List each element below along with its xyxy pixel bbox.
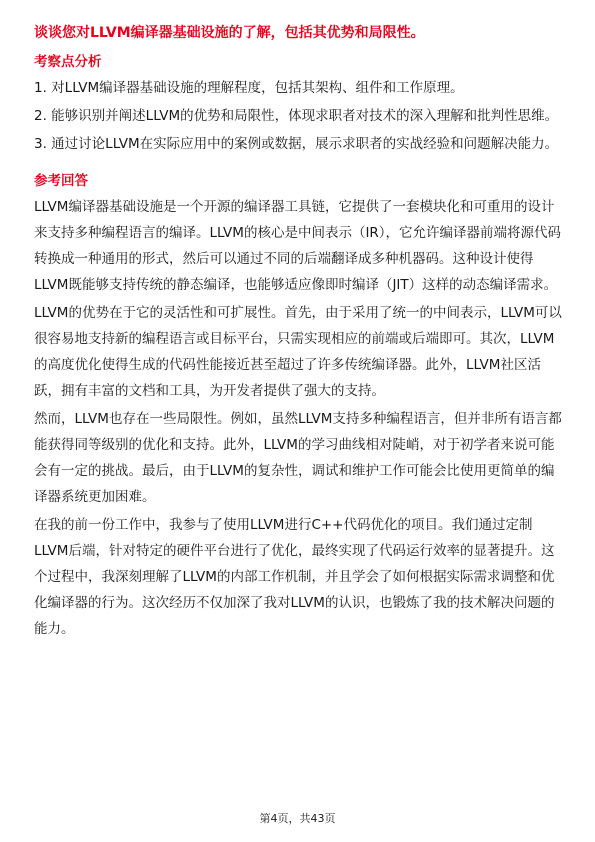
analysis-item: 2. 能够识别并阐述LLVM的优势和局限性，体现求职者对技术的深入理解和批判性思维。	[34, 108, 559, 124]
page-number-footer: 第4页，共43页	[259, 812, 336, 825]
answer-paragraph: LLVM编译器基础设施是一个开源的编译器工具链，它提供了一套模块化和可重用的设计来支持多种编程语言的编译。LLVM的核心是中间表示（IR），它允许编译器前端将源代码转换成一种通用的形式，然后可以通过不同的后端翻译成多种机器码。这种设计使得LLVM既能够支持传统的静态编译，也能够适应像即时编译（JIT）这样的动态编译需求。	[34, 199, 562, 293]
analysis-item: 1. 对LLVM编译器基础设施的理解程度，包括其架构、组件和工作原理。	[34, 80, 464, 96]
answer-paragraph: 然而，LLVM也存在一些局限性。例如，虽然LLVM支持多种编程语言，但并非所有语言都能获得同等级别的优化和支持。此外，LLVM的学习曲线相对陡峭，对于初学者来说可能会有一定的挑战。最后，由于LLVM的复杂性，调试和维护工作可能会比使用更简单的编译器系统更加困难。	[34, 411, 562, 505]
question-title: 谈谈您对LLVM编译器基础设施的了解，包括其优势和局限性。	[34, 25, 425, 41]
page-content	[34, 22, 564, 644]
answer-heading: 参考回答	[34, 173, 88, 189]
answer-paragraph: 在我的前一份工作中，我参与了使用LLVM进行C++代码优化的项目。我们通过定制LLVM后端，针对特定的硬件平台进行了优化，最终实现了代码运行效率的显著提升。这个过程中，我深刻理解了LLVM的内部工作机制，并且学会了如何根据实际需求调整和优化编译器的行为。这次经历不仅加深了我对LLVM的认识，也锻炼了我的技术解决问题的能力。	[34, 517, 555, 637]
answer-section	[34, 170, 564, 642]
analysis-list	[34, 75, 564, 157]
answer-paragraph: LLVM的优势在于它的灵活性和可扩展性。首先，由于采用了统一的中间表示，LLVM可以很容易地支持新的编程语言或目标平台，只需实现相应的前端或后端即可。其次，LLVM的高度优化使得生成的代码性能接近甚至超过了许多传统编译器。此外，LLVM社区活跃，拥有丰富的文档和工具，为开发者提供了强大的支持。	[34, 305, 562, 399]
analysis-item: 3. 通过讨论LLVM在实际应用中的案例或数据，展示求职者的实战经验和问题解决能力。	[34, 136, 559, 152]
analysis-heading: 考察点分析	[34, 54, 102, 70]
